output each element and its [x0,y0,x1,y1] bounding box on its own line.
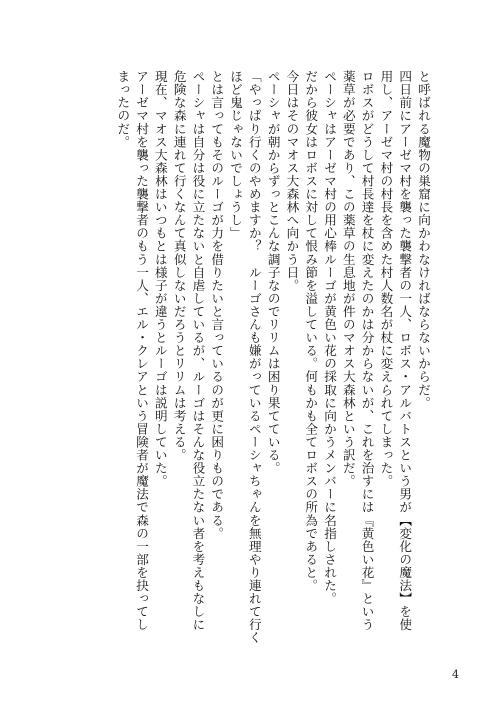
text-line: とは言ってもそのルーゴが力を借りたいと言っているのが更に困りものである。 [209,70,225,540]
text-line: ペーシャは自分は役に立たないと自虐しているが、ルーゴはそんな役立たない者を考えもなしに [190,70,206,632]
text-line: ロボスがどうして村長達を杖に変えたのかは分からないが、これを治すには『黄色い花』という [359,70,375,632]
text-line: 薬草が必要であり、この薬草の生息地が件のマオス大森林という訳だ。 [340,70,356,488]
text-line: 四日前にアーゼマ村を襲った襲撃者の一人、ロボス・アルバトスという男が【変化の魔法】を使 [397,70,413,632]
text-line: だから彼女はロボスに対して恨み節を溢している。何もかも全てロボスの所為であると。 [303,70,319,592]
vertical-text-body [112,70,432,645]
text-line: まったのだ。 [115,70,131,149]
text-line: ほど鬼じゃないでしょうし」 [228,70,244,240]
page-number: 4 [452,668,459,681]
text-line: ペーシャはアーゼマ村の用心棒ルーゴが黄色い花の採取に向かうメンバーに名指しされた。 [322,70,338,606]
text-line: 現在、マオス大森林はいつもとは様子が違うとルーゴは説明していた。 [152,70,168,488]
text-line: 危険な森に連れて行くなんて真似しないだろうとリリムは考える。 [171,70,187,462]
text-line: アーゼマ村を襲った襲撃者のもう一人、エル・クレアという冒険者が魔法で森の一部を抉ってし [134,70,150,632]
text-line: と呼ばれる魔物の巣窟に向かわなければならないからだ。 [416,70,431,410]
text-line: 用し、アーゼマ村の村長を含めた村人数名が杖に変えられてしまった。 [378,70,394,488]
text-line: ペーシャが朝からずっとこんな調子なのでリリムは困り果てている。 [265,70,281,475]
text-line: 「やっぱり行くのやめますか？ ルーゴさんも嫌がっているペーシャちゃんを無理やり連れて行く [246,70,262,645]
text-line: 今日はそのマオス大森林へ向かう日。 [284,70,300,292]
